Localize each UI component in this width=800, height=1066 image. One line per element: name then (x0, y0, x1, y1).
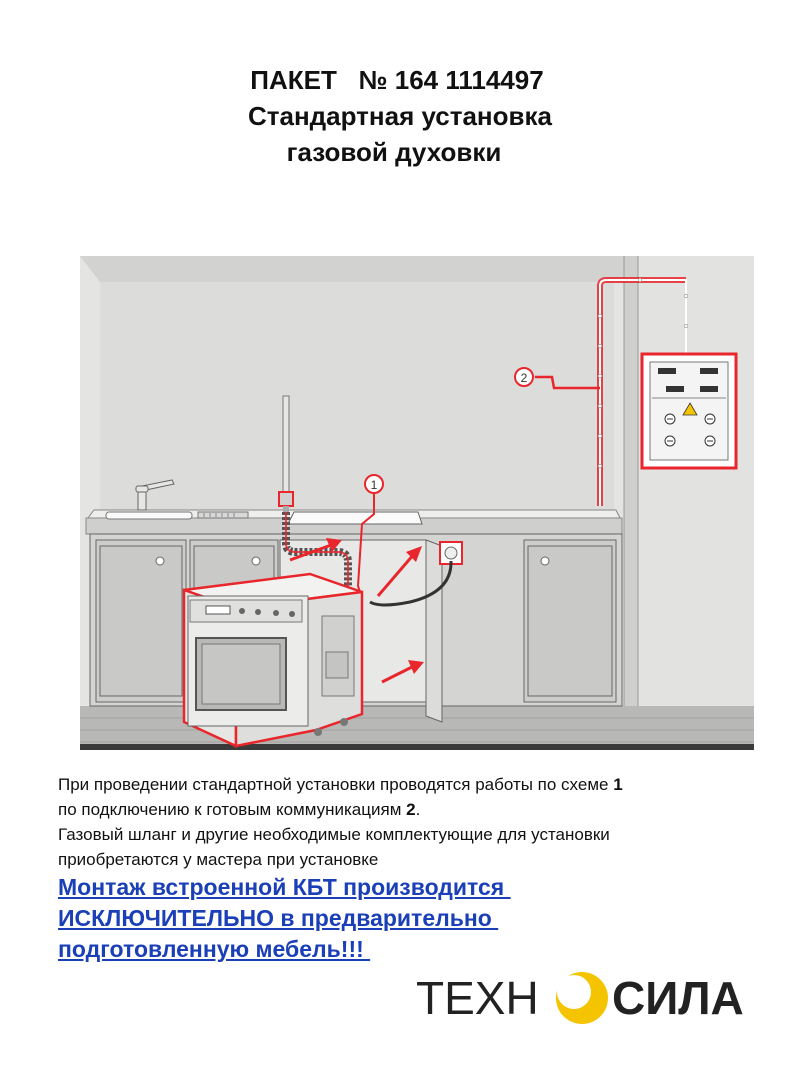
logo-text-right: СИЛА (612, 972, 744, 1024)
logo-text-left: ТЕХН (416, 972, 539, 1024)
warning-line-3: подготовленную мебель!!! (58, 936, 371, 962)
description-line-2: по подключению к готовым коммуникациям 2. (58, 800, 421, 819)
wall-column (624, 256, 638, 750)
warning-line-1: Монтаж встроенной КБТ производится (58, 874, 511, 900)
title-line-3: газовой духовки (286, 137, 502, 167)
description-line-3: Газовый шланг и другие необходимые комплектующие для установки (58, 825, 610, 844)
installation-diagram (80, 256, 754, 750)
package-number: ПАКЕТ № 164 1114497 (250, 65, 544, 95)
hob-cutout (288, 512, 422, 524)
description (58, 772, 778, 872)
sink (106, 512, 192, 519)
oven (184, 574, 362, 746)
description-line-4: приобретаются у мастера при установке (58, 850, 379, 869)
page-title (0, 62, 800, 170)
floor (80, 706, 754, 750)
description-line-1: При проведении стандартной установки проводятся работы по схеме 1 (58, 775, 623, 794)
brand-logo (412, 962, 762, 1032)
installation-warning (58, 872, 758, 965)
callout-1-label: 1 (370, 478, 378, 492)
scheme-number-1: 1 (613, 775, 623, 794)
title-line-2: Стандартная установка (248, 101, 552, 131)
warning-line-2: ИСКЛЮЧИТЕЛЬНО в предварительно (58, 905, 499, 931)
callout-2-label: 2 (520, 371, 528, 385)
scheme-number-2: 2 (406, 800, 416, 819)
electrical-panel (642, 354, 736, 468)
sun-icon (556, 972, 608, 1024)
